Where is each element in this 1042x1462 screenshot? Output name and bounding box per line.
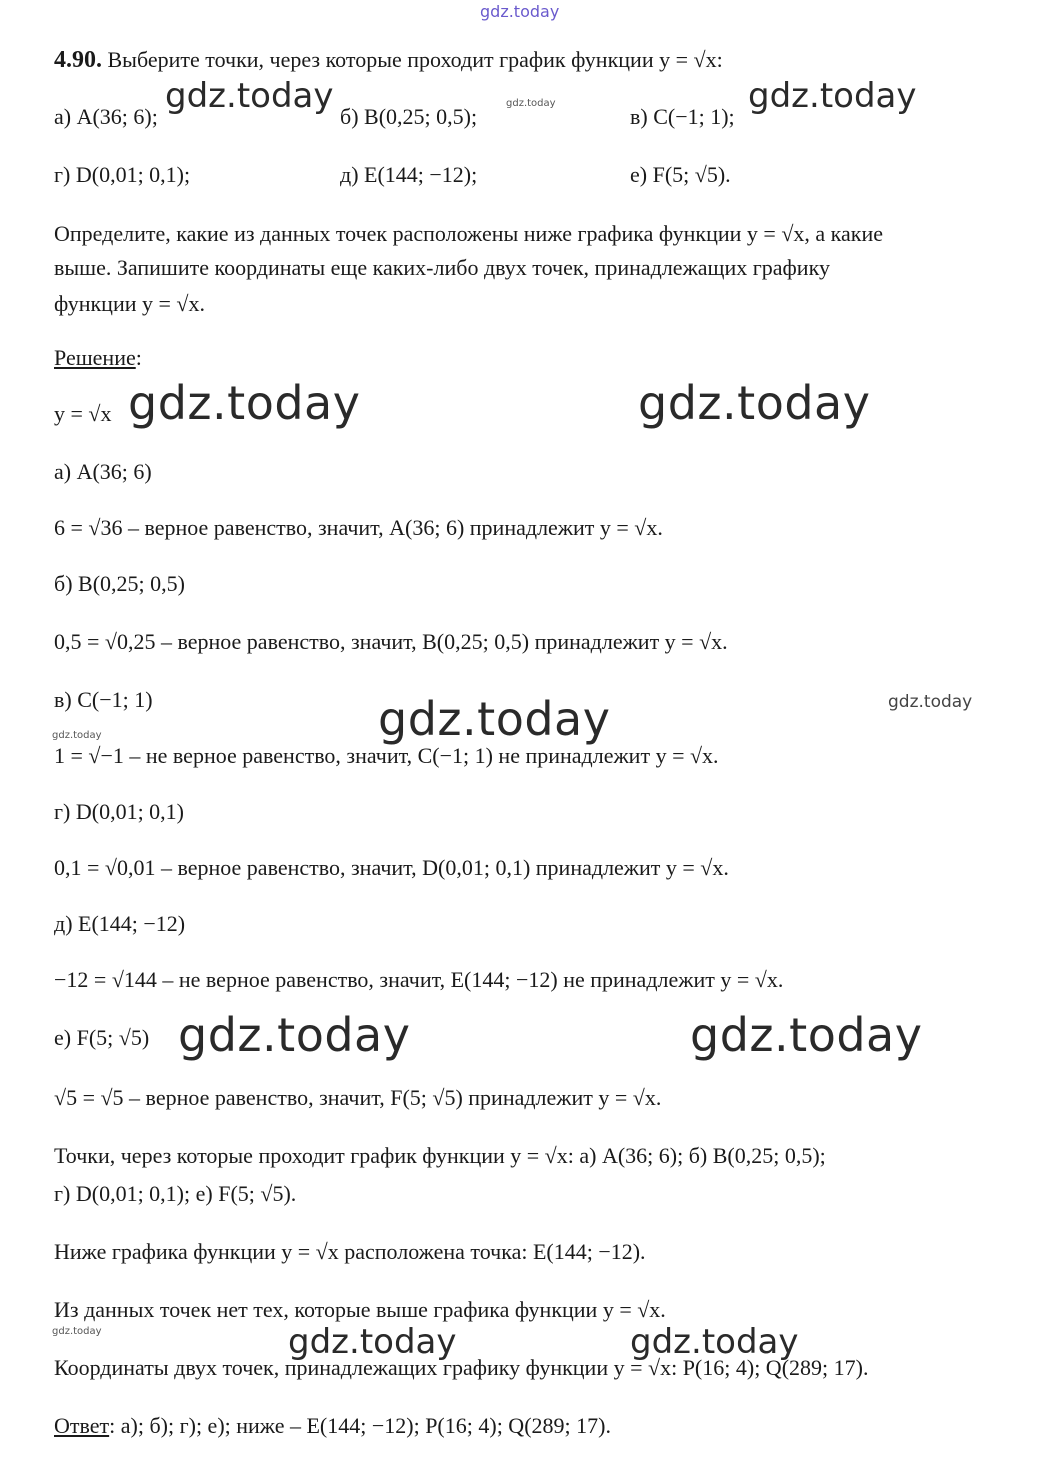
watermark: gdz.today xyxy=(178,1008,411,1062)
step-label: г) D(0,01; 0,1) xyxy=(54,799,185,824)
watermark: gdz.today xyxy=(52,1326,102,1337)
watermark: gdz.today xyxy=(165,76,334,116)
step-check: 0,5 = √0,25 – верное равенство, значит, B(0,25; 0,5) принадлежит y = √x. xyxy=(54,629,728,654)
option-b: б) B(0,25; 0,5); xyxy=(340,104,478,129)
watermark: gdz.today xyxy=(288,1322,457,1362)
option-c: в) C(−1; 1); xyxy=(630,104,735,129)
option-a: а) A(36; 6); xyxy=(54,104,158,129)
solution-function: y = √x xyxy=(54,401,112,426)
problem-text-line: выше. Запишите координаты еще каких-либо двух точек, принадлежащих графику xyxy=(54,255,830,280)
watermark: gdz.today xyxy=(888,692,973,712)
watermark: gdz.today xyxy=(128,376,361,430)
watermark: gdz.today xyxy=(52,730,102,741)
watermark: gdz.today xyxy=(690,1008,923,1062)
watermark: gdz.today xyxy=(506,98,556,109)
summary-extra-points: Координаты двух точек, принадлежащих графику функции y = √x: P(16; 4); Q(289; 17). xyxy=(54,1355,869,1380)
step-label: в) C(−1; 1) xyxy=(54,687,153,712)
summary-points: Точки, через которые проходит график функции y = √x: а) A(36; 6); б) B(0,25; 0,5); xyxy=(54,1143,826,1168)
step-check: 1 = √−1 – не верное равенство, значит, C(−1; 1) не принадлежит y = √x. xyxy=(54,743,719,768)
answer xyxy=(54,1412,611,1440)
problem-title xyxy=(54,46,723,74)
summary-below: Ниже графика функции y = √x расположена точка: E(144; −12). xyxy=(54,1239,646,1264)
step-label: а) A(36; 6) xyxy=(54,459,152,484)
answer-label: Ответ xyxy=(54,1413,110,1438)
summary-above: Из данных точек нет тех, которые выше графика функции y = √x. xyxy=(54,1297,666,1322)
step-check: 6 = √36 – верное равенство, значит, A(36; 6) принадлежит y = √x. xyxy=(54,515,663,540)
step-check: √5 = √5 – верное равенство, значит, F(5; √5) принадлежит y = √x. xyxy=(54,1085,662,1110)
problem-text-line: функции y = √x. xyxy=(54,291,205,316)
option-d: г) D(0,01; 0,1); xyxy=(54,162,191,187)
step-check: 0,1 = √0,01 – верное равенство, значит, D(0,01; 0,1) принадлежит y = √x. xyxy=(54,855,729,880)
answer-text: : а); б); г); е); ниже – E(144; −12); P(16; 4); Q(289; 17). xyxy=(109,1413,611,1438)
watermark: gdz.today xyxy=(630,1322,799,1362)
problem-number: 4.90. xyxy=(54,47,102,73)
option-e: д) E(144; −12); xyxy=(340,162,478,187)
problem-statement: Выберите точки, через которые проходит график функции y = √x: xyxy=(102,47,723,72)
problem-text-line: Определите, какие из данных точек расположены ниже графика функции y = √x, а какие xyxy=(54,221,884,246)
watermark: gdz.today xyxy=(378,692,611,746)
step-label: б) B(0,25; 0,5) xyxy=(54,571,185,596)
watermark: gdz.today xyxy=(638,376,871,430)
step-label: е) F(5; √5) xyxy=(54,1025,150,1050)
step-label: д) E(144; −12) xyxy=(54,911,186,936)
step-check: −12 = √144 – не верное равенство, значит, E(144; −12) не принадлежит y = √x. xyxy=(54,967,784,992)
option-f: е) F(5; √5). xyxy=(630,162,731,187)
solution-heading: Решение: xyxy=(54,345,142,370)
watermark-top: gdz.today xyxy=(480,2,560,21)
watermark: gdz.today xyxy=(748,76,917,116)
summary-points: г) D(0,01; 0,1); е) F(5; √5). xyxy=(54,1181,297,1206)
